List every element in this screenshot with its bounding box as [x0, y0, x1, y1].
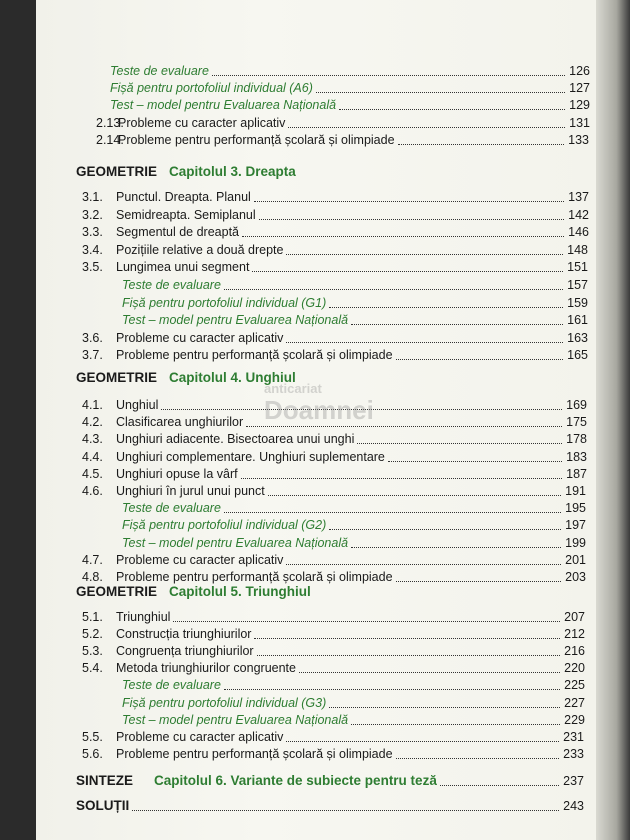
heading-chapter: Capitolul 5. Triunghiul: [169, 584, 311, 599]
chapter-heading: [76, 162, 296, 182]
entry-page: 187: [566, 466, 587, 481]
book-page: [36, 0, 596, 840]
toc-entry[interactable]: [36, 659, 596, 677]
entry-title: Probleme cu caracter aplicativ: [116, 729, 284, 744]
entry-number: 3.7.: [82, 348, 103, 363]
toc-entry[interactable]: [36, 694, 596, 712]
heading-chapter: Capitolul 3. Dreapta: [169, 164, 296, 179]
entry-title: Probleme cu caracter aplicativ: [118, 115, 286, 130]
entry-page: 131: [569, 115, 590, 130]
dotted-leader: [351, 547, 561, 548]
dotted-leader: [268, 495, 561, 496]
entry-page: 227: [564, 695, 585, 710]
entry-number: 5.6.: [82, 746, 103, 761]
dotted-leader: [388, 461, 562, 462]
dotted-leader: [396, 581, 561, 582]
entry-title: Unghiuri complementare. Unghiuri suplementare: [116, 449, 385, 464]
dotted-leader: [351, 724, 560, 725]
entry-number: 2.14.: [96, 132, 124, 147]
watermark-line-1: anticariat: [264, 381, 322, 396]
entry-title: Fișă pentru portofoliul individual (G2): [122, 518, 327, 533]
entry-number: 4.5.: [82, 466, 103, 481]
toc-entry[interactable]: [36, 79, 596, 97]
chapter-heading: [76, 582, 311, 602]
entry-number: 4.3.: [82, 432, 103, 447]
dotted-leader: [224, 289, 563, 290]
final-chapter: Capitolul 6. Variante de subiecte pentru teză: [154, 773, 437, 788]
dotted-leader: [224, 512, 561, 513]
entry-title: Lungimea unui segment: [116, 260, 250, 275]
entry-page: 231: [563, 729, 584, 744]
entry-page: 175: [566, 415, 587, 430]
entry-title: Unghiul: [116, 398, 159, 412]
entry-title: Teste de evaluare: [122, 678, 221, 693]
toc-entry[interactable]: [36, 728, 596, 746]
toc-entry[interactable]: [36, 465, 596, 483]
entry-number: 3.6.: [82, 330, 103, 345]
entry-title: Unghiuri în jurul unui punct: [116, 484, 265, 498]
toc-entry[interactable]: [36, 642, 596, 660]
entry-page: 146: [568, 225, 589, 240]
dotted-leader: [252, 271, 563, 272]
toc-entry[interactable]: [36, 258, 596, 276]
entry-title: Teste de evaluare: [122, 278, 221, 292]
dotted-leader: [257, 655, 560, 656]
entry-page: 133: [568, 132, 589, 147]
dotted-leader: [259, 219, 564, 220]
entry-page: 233: [563, 746, 584, 761]
toc-entry[interactable]: [36, 516, 596, 534]
toc-entry[interactable]: [36, 329, 596, 347]
toc-entry[interactable]: [36, 448, 596, 466]
entry-title: Fișă pentru portofoliul individual (G3): [122, 695, 327, 710]
entry-title: Test – model pentru Evaluarea Națională: [122, 712, 349, 727]
entry-title: Probleme cu caracter aplicativ: [116, 330, 284, 345]
entry-title: Construcția triunghiurilor: [116, 627, 252, 642]
entry-page: 159: [567, 295, 588, 310]
entry-title: Test – model pentru Evaluarea Națională: [122, 313, 349, 328]
entry-number: 5.1.: [82, 610, 103, 624]
entry-page: 157: [567, 278, 588, 292]
entry-number: 5.2.: [82, 627, 103, 642]
entry-page: 191: [565, 484, 586, 498]
entry-title: Teste de evaluare: [110, 64, 209, 78]
watermark: [264, 382, 374, 424]
entry-title: Teste de evaluare: [122, 501, 221, 516]
final-subject: SINTEZE: [76, 773, 134, 788]
toc-entry[interactable]: [36, 534, 596, 552]
toc-final-entry[interactable]: [36, 772, 596, 790]
entry-title: Probleme pentru performanță școlară și olimpiade: [116, 746, 393, 761]
dotted-leader: [254, 638, 560, 639]
entry-page: 212: [564, 627, 585, 642]
entry-number: 5.4.: [82, 661, 103, 676]
dotted-leader: [339, 109, 565, 110]
dotted-leader: [351, 324, 563, 325]
dotted-leader: [173, 621, 560, 622]
dotted-leader: [396, 359, 563, 360]
toc-entry[interactable]: [36, 188, 596, 206]
dotted-leader: [286, 254, 563, 255]
toc-final-entry[interactable]: [36, 797, 596, 815]
entry-title: Fișă pentru portofoliul individual (G1): [122, 295, 327, 310]
toc-entry[interactable]: [36, 676, 596, 694]
toc-entry[interactable]: [36, 276, 596, 294]
entry-title: Punctul. Dreapta. Planul: [116, 190, 251, 204]
toc-entry[interactable]: [36, 482, 596, 500]
entry-page: 201: [565, 552, 586, 567]
heading-subject: GEOMETRIE: [76, 584, 158, 599]
entry-title: Probleme pentru performanță școlară și olimpiade: [116, 348, 393, 363]
toc-entry[interactable]: [36, 608, 596, 626]
dotted-leader: [254, 201, 564, 202]
entry-page: 148: [567, 242, 588, 257]
dotted-leader: [329, 707, 560, 708]
page-edge: [596, 0, 630, 840]
entry-number: 4.4.: [82, 449, 103, 464]
entry-title: Unghiuri adiacente. Bisectoarea unui unghi: [116, 432, 355, 447]
entry-title: Unghiuri opuse la vârf: [116, 466, 238, 481]
toc-entry[interactable]: [36, 96, 596, 114]
dotted-leader: [286, 342, 563, 343]
dotted-leader: [288, 127, 565, 128]
watermark-line-2: Doamnei: [264, 395, 374, 425]
toc-entry[interactable]: [36, 131, 596, 149]
dotted-leader: [132, 810, 559, 811]
dotted-leader: [246, 426, 562, 427]
entry-page: 161: [567, 313, 588, 328]
toc-entry[interactable]: [36, 346, 596, 364]
entry-page: 225: [564, 678, 585, 693]
entry-title: Pozițiile relative a două drepte: [116, 242, 284, 257]
toc-entry[interactable]: [36, 223, 596, 241]
dotted-leader: [329, 307, 563, 308]
entry-number: 4.7.: [82, 552, 103, 567]
toc-entry[interactable]: [36, 711, 596, 729]
entry-page: 195: [565, 501, 586, 516]
dotted-leader: [224, 689, 560, 690]
toc-entry[interactable]: [36, 311, 596, 329]
entry-page: 178: [566, 432, 587, 447]
entry-number: 3.2.: [82, 207, 103, 222]
dotted-leader: [357, 443, 562, 444]
toc-entry[interactable]: [36, 294, 596, 312]
entry-number: 3.4.: [82, 242, 103, 257]
dotted-leader: [440, 785, 559, 786]
entry-title: Probleme cu caracter aplicativ: [116, 552, 284, 567]
dotted-leader: [398, 144, 564, 145]
entry-number: 3.3.: [82, 225, 103, 240]
entry-number: 5.3.: [82, 644, 103, 659]
entry-number: 4.1.: [82, 398, 103, 412]
dotted-leader: [329, 529, 561, 530]
entry-page: 137: [568, 190, 589, 204]
entry-title: Metoda triunghiurilor congruente: [116, 661, 296, 676]
entry-page: 229: [564, 712, 585, 727]
entry-page: 197: [565, 518, 586, 533]
entry-title: Clasificarea unghiurilor: [116, 415, 244, 430]
entry-number: 4.2.: [82, 415, 103, 430]
heading-chapter: Capitolul 4. Unghiul: [169, 370, 296, 385]
entry-page: 163: [567, 330, 588, 345]
entry-page: 203: [565, 570, 586, 584]
entry-number: 3.1.: [82, 190, 103, 204]
entry-page: 165: [567, 348, 588, 363]
entry-number: 5.5.: [82, 729, 103, 744]
entry-title: Test – model pentru Evaluarea Națională: [110, 98, 337, 113]
dotted-leader: [286, 741, 559, 742]
toc-entry[interactable]: [36, 551, 596, 569]
entry-page: 127: [569, 81, 590, 96]
toc-entry[interactable]: [36, 241, 596, 259]
toc-entry[interactable]: [36, 430, 596, 448]
dotted-leader: [299, 672, 560, 673]
entry-title: Probleme pentru performanță școlară și olimpiade: [118, 132, 395, 147]
chapter-heading: [76, 368, 296, 388]
entry-title: Test – model pentru Evaluarea Națională: [122, 535, 349, 550]
entry-title: Triunghiul: [116, 610, 171, 624]
toc-entry[interactable]: [36, 114, 596, 132]
entry-title: Congruența triunghiurilor: [116, 644, 254, 659]
toc-entry[interactable]: [36, 499, 596, 517]
final-subject: SOLUȚII: [76, 798, 130, 813]
dotted-leader: [242, 236, 564, 237]
entry-page: 237: [563, 774, 584, 788]
dotted-leader: [316, 92, 565, 93]
dotted-leader: [396, 758, 559, 759]
dotted-leader: [241, 478, 562, 479]
dotted-leader: [286, 564, 561, 565]
entry-page: 151: [567, 260, 588, 275]
toc-entry[interactable]: [36, 206, 596, 224]
entry-page: 220: [564, 661, 585, 676]
entry-title: Fișă pentru portofoliul individual (A6): [110, 81, 313, 96]
entry-number: 4.8.: [82, 570, 103, 584]
heading-subject: GEOMETRIE: [76, 164, 158, 179]
entry-title: Segmentul de dreaptă: [116, 225, 240, 240]
entry-page: 243: [563, 799, 584, 813]
entry-page: 126: [569, 64, 590, 78]
entry-page: 169: [566, 398, 587, 412]
toc-entry[interactable]: [36, 62, 596, 80]
entry-page: 129: [569, 98, 590, 113]
entry-title: Semidreapta. Semiplanul: [116, 207, 256, 222]
entry-number: 3.5.: [82, 260, 103, 275]
entry-page: 142: [568, 207, 589, 222]
entry-number: 2.13.: [96, 115, 124, 130]
dotted-leader: [212, 75, 565, 76]
toc-entry[interactable]: [36, 745, 596, 763]
entry-page: 183: [566, 449, 587, 464]
entry-page: 207: [564, 610, 585, 624]
heading-subject: GEOMETRIE: [76, 370, 158, 385]
entry-page: 199: [565, 535, 586, 550]
entry-title: Probleme pentru performanță școlară și olimpiade: [116, 570, 393, 584]
entry-number: 4.6.: [82, 484, 103, 498]
toc-entry[interactable]: [36, 625, 596, 643]
entry-page: 216: [564, 644, 585, 659]
